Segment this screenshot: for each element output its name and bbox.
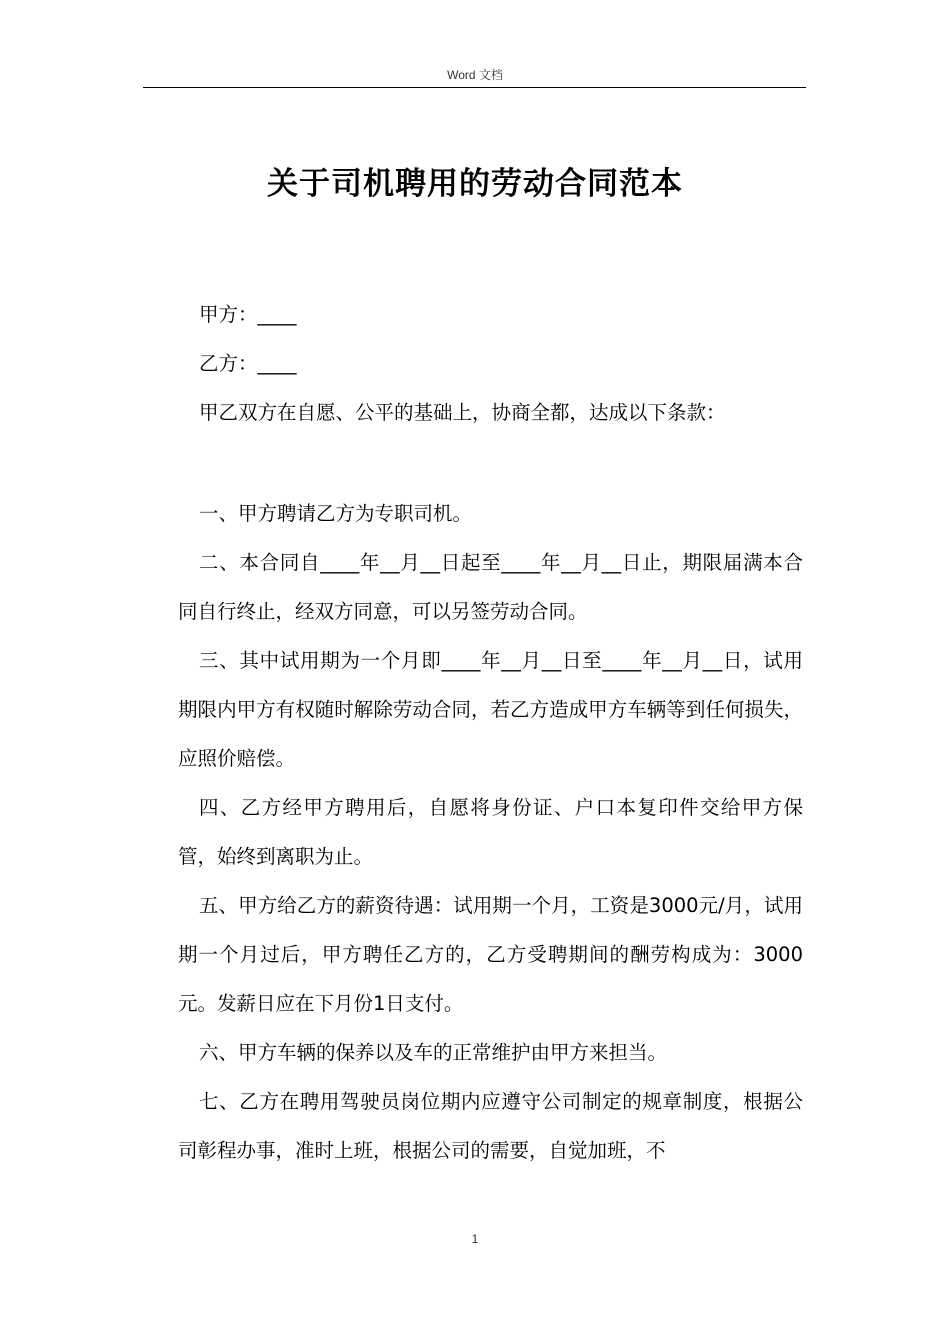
paragraph-gap — [178, 437, 803, 489]
header-divider — [143, 87, 806, 88]
party-a-line: 甲方：____ — [199, 303, 297, 326]
document-title: 关于司机聘用的劳动合同范本 — [267, 166, 683, 202]
clause-7: 七、乙方在聘用驾驶员岗位期内应遵守公司制定的规章制度，根据公司彰程办事，准时上班，根据公司的需要，自觉加班，不 — [178, 1090, 803, 1162]
clause-6: 六、甲方车辆的保养以及车的正常维护由甲方来担当。 — [199, 1041, 668, 1064]
page-header: Word 文档 — [447, 68, 503, 82]
agreement-preamble: 甲乙双方在自愿、公平的基础上，协商全都，达成以下条款： — [199, 401, 726, 424]
clause-4: 四、乙方经甲方聘用后，自愿将身份证、户口本复印件交给甲方保管，始终到离职为止。 — [178, 796, 803, 868]
party-b-line: 乙方：____ — [199, 352, 297, 375]
page-number: 1 — [471, 1232, 479, 1246]
clause-5: 五、甲方给乙方的薪资待遇：试用期一个月，工资是3000元/月，试用期一个月过后，甲方聘任乙方的，乙方受聘期间的酬劳构成为：3000元。发薪日应在下月份1日支付。 — [178, 894, 803, 1015]
clause-2: 二、本合同自____年__月__日起至____年__月__日止，期限届满本合同自行终止，经双方同意，可以另签劳动合同。 — [178, 551, 803, 623]
document-body — [178, 290, 803, 1175]
clause-1: 一、甲方聘请乙方为专职司机。 — [199, 502, 473, 525]
clause-3: 三、其中试用期为一个月即____年__月__日至____年__月__日，试用期限内甲方有权随时解除劳动合同，若乙方造成甲方车辆等到任何损失，应照价赔偿。 — [178, 649, 803, 770]
